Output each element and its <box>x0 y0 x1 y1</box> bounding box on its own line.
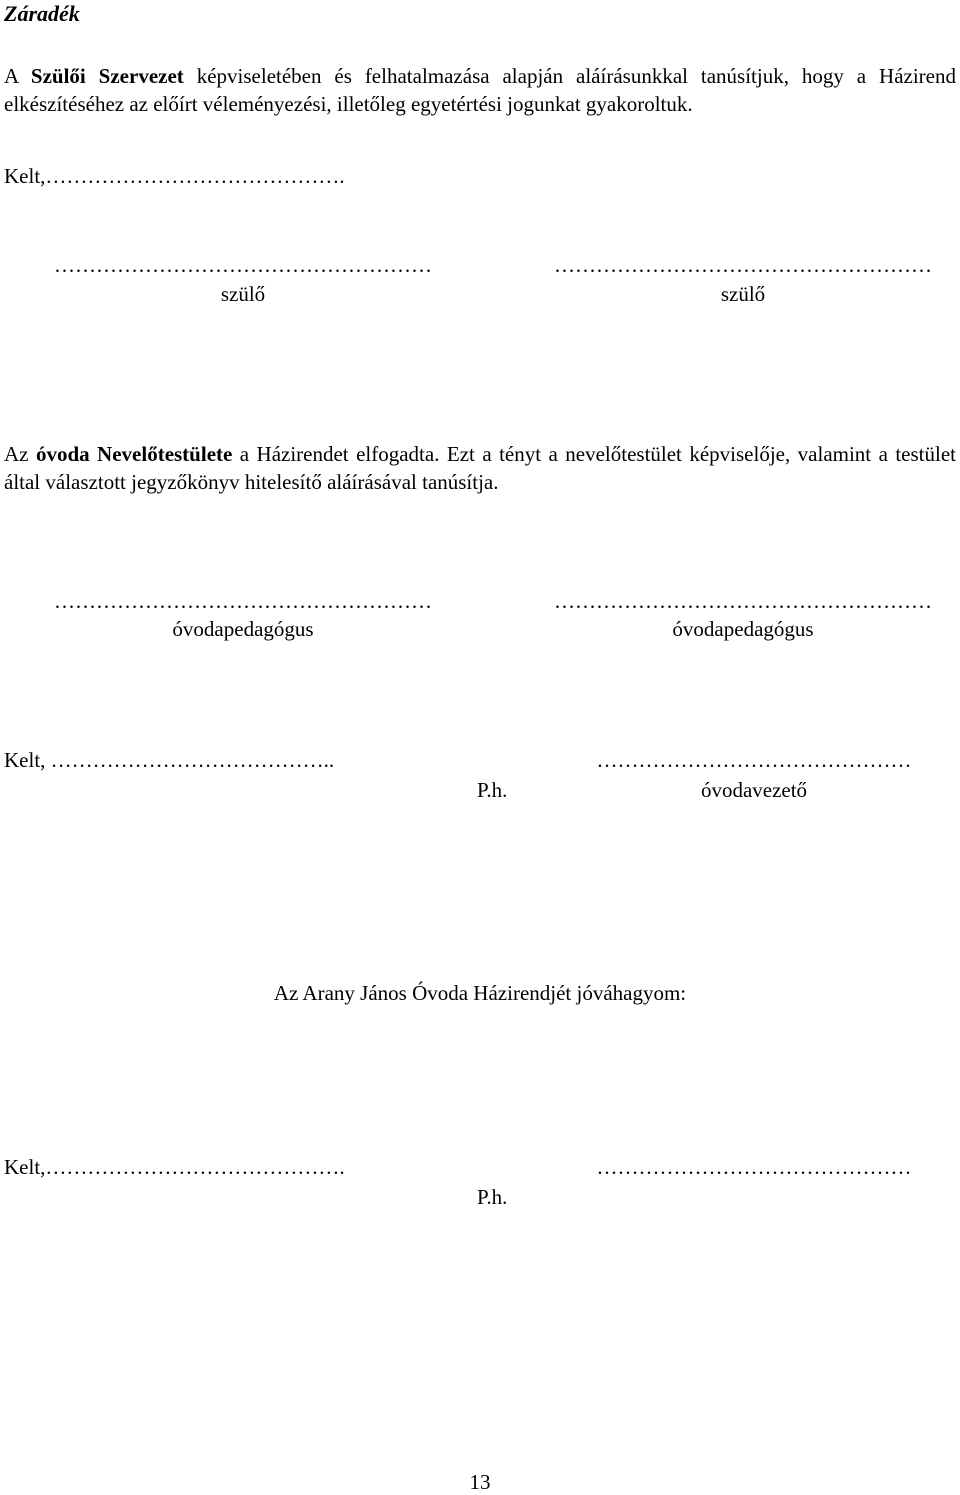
staff-body-name: óvoda Nevelőtestülete <box>35 442 233 466</box>
parent-signature-label-left: szülő <box>220 282 266 306</box>
parent-statement: A Szülői Szervezet képviseletében és felhatalmazása alapján aláírásunkkal tanúsítjuk, hogy a Házirend elkészítéséhez az előírt véleményezési, illetőleg egyetértési jogunkat gyakoroltuk. <box>4 64 956 116</box>
staff-seal-mark: P.h. <box>477 778 508 802</box>
section-title: Záradék <box>4 1 80 26</box>
head-signature-label: óvodavezető <box>700 778 808 802</box>
parent-signature-line-left: ……………………………………………… <box>54 253 432 277</box>
parent-organization-name: Szülői Szervezet <box>30 64 184 88</box>
parent-signature-line-right: ……………………………………………… <box>554 253 932 277</box>
teacher-signature-label-left: óvodapedagógus <box>172 617 314 641</box>
staff-statement: Az óvoda Nevelőtestülete a Házirendet elfogadta. Ezt a tényt a nevelőtestület képviselője, valamint a testület által választott jegyzőkönyv hitelesítő aláírásával tanúsítja. <box>4 442 956 494</box>
approval-signature-line: ……………………………………… <box>596 1155 912 1179</box>
staff-date-line: Kelt, ………………………………….. <box>4 748 335 772</box>
teacher-signature-line-right: ……………………………………………… <box>554 589 932 613</box>
approval-statement: Az Arany János Óvoda Házirendjét jóváhagyom: <box>273 981 687 1005</box>
approval-seal-mark: P.h. <box>477 1185 508 1209</box>
parent-date-line: Kelt,……………………………………. <box>4 164 345 188</box>
teacher-signature-label-right: óvodapedagógus <box>672 617 814 641</box>
approval-date-line: Kelt,……………………………………. <box>4 1155 345 1179</box>
parent-signature-label-right: szülő <box>720 282 766 306</box>
teacher-signature-line-left: ……………………………………………… <box>54 589 432 613</box>
head-signature-line: ……………………………………… <box>596 748 912 772</box>
page-number: 13 <box>469 1470 491 1494</box>
